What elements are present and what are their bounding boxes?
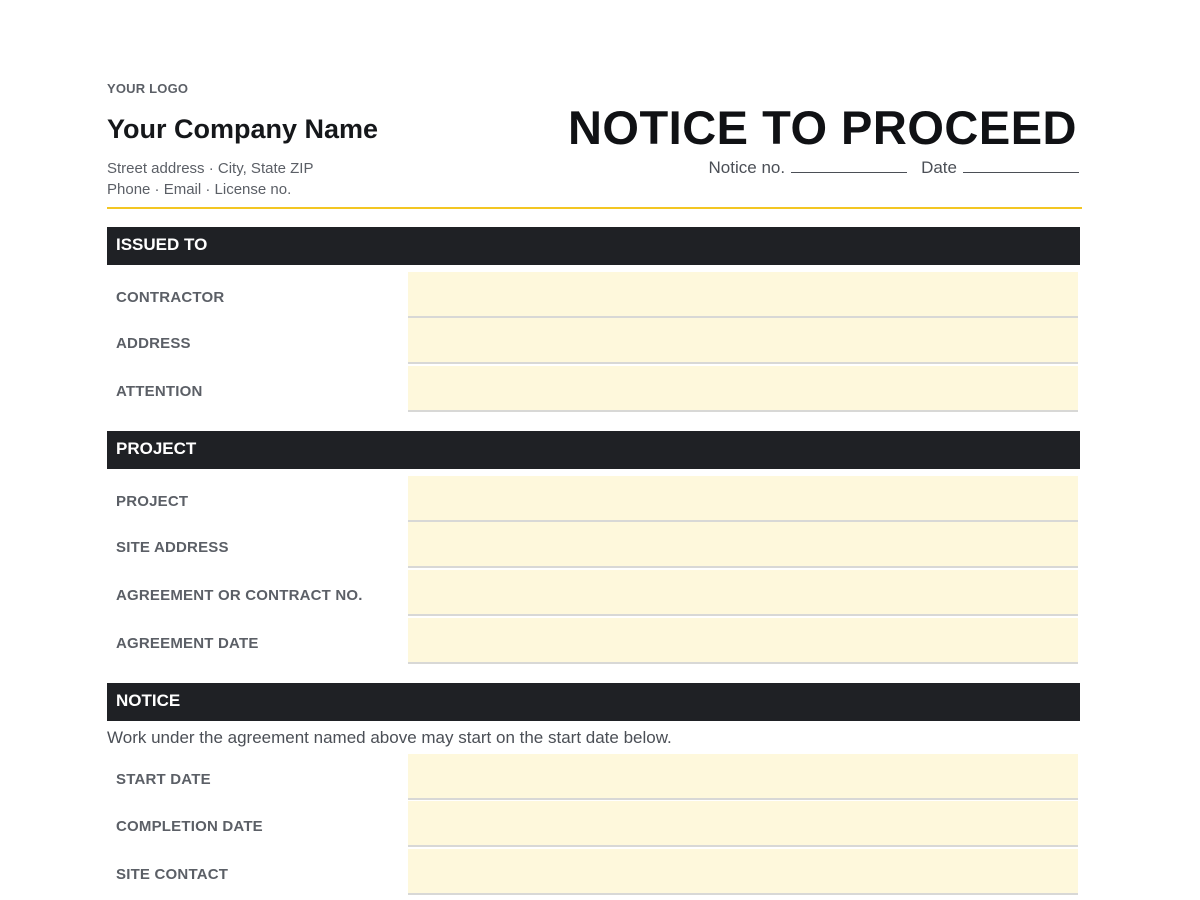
notice-no-label: Notice no. [708, 158, 786, 177]
field-row-agreement-date [107, 618, 1078, 664]
completion-date-field[interactable] [408, 801, 1078, 847]
agreement-date-field[interactable] [408, 618, 1078, 664]
contractor-field[interactable] [408, 272, 1078, 318]
start-date-field[interactable] [408, 754, 1078, 800]
date-label: Date [921, 158, 957, 177]
field-row-site-contact [107, 849, 1078, 895]
logo-placeholder: YOUR LOGO [107, 81, 189, 96]
site-address-field[interactable] [408, 522, 1078, 568]
field-row-address [107, 318, 1078, 364]
field-label: SITE CONTACT [116, 866, 229, 883]
field-label: SITE ADDRESS [116, 539, 229, 556]
field-row-completion-date [107, 801, 1078, 847]
project-field[interactable] [408, 476, 1078, 522]
notice-text: Work under the agreement named above may start on the start date below. [107, 728, 672, 747]
header-divider [107, 207, 1082, 209]
company-contact: Phone · Email · License no. [107, 181, 292, 198]
notice-meta [709, 158, 1079, 178]
company-name: Your Company Name [107, 114, 379, 144]
field-label: COMPLETION DATE [116, 818, 263, 835]
field-label: START DATE [116, 771, 211, 788]
field-row-start-date [107, 754, 1078, 800]
field-label: PROJECT [116, 493, 189, 510]
field-label: AGREEMENT OR CONTRACT NO. [116, 587, 363, 604]
field-row-agreement-no [107, 570, 1078, 616]
field-label: AGREEMENT DATE [116, 635, 259, 652]
notice-no-blank[interactable] [791, 158, 907, 173]
attention-field[interactable] [408, 366, 1078, 412]
site-contact-field[interactable] [408, 849, 1078, 895]
field-row-site-address [107, 522, 1078, 568]
section-header-project: PROJECT [107, 431, 1080, 469]
section-header-issued-to: ISSUED TO [107, 227, 1080, 265]
field-row-attention [107, 366, 1078, 412]
date-blank[interactable] [963, 158, 1079, 173]
field-label: ADDRESS [116, 335, 191, 352]
field-row-project [107, 476, 1078, 522]
agreement-no-field[interactable] [408, 570, 1078, 616]
field-label: CONTRACTOR [116, 289, 225, 306]
document-title: NOTICE TO PROCEED [567, 101, 1077, 154]
field-row-contractor [107, 272, 1078, 318]
company-address: Street address · City, State ZIP [107, 160, 314, 177]
address-field[interactable] [408, 318, 1078, 364]
field-label: ATTENTION [116, 383, 203, 400]
section-header-notice: NOTICE [107, 683, 1080, 721]
